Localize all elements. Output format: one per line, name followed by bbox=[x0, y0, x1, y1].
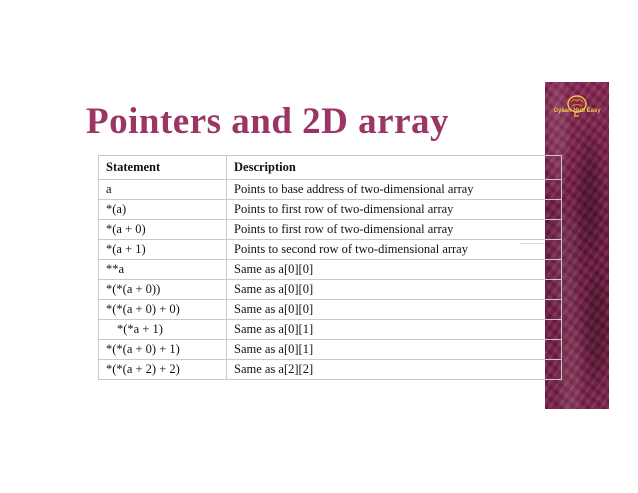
description-cell: Same as a[0][0] bbox=[227, 260, 562, 280]
pointer-table-container bbox=[98, 155, 561, 380]
logo-text: Gyaan Hub Easy bbox=[553, 108, 601, 114]
table-row bbox=[99, 180, 562, 200]
description-cell: Same as a[0][1] bbox=[227, 340, 562, 360]
description-cell: Points to first row of two-dimensional array bbox=[227, 200, 562, 220]
table-row bbox=[99, 280, 562, 300]
table-row bbox=[99, 220, 562, 240]
description-cell: Points to base address of two-dimensional array bbox=[227, 180, 562, 200]
pointer-table bbox=[98, 155, 562, 380]
brain-logo-icon bbox=[549, 92, 605, 122]
statement-cell: *(*(a + 0) + 1) bbox=[99, 340, 227, 360]
description-cell: Points to first row of two-dimensional array bbox=[227, 220, 562, 240]
slide-title: Pointers and 2D array bbox=[86, 101, 449, 142]
statement-cell: *(*(a + 0)) bbox=[99, 280, 227, 300]
description-cell: Same as a[0][0] bbox=[227, 300, 562, 320]
header-statement: Statement bbox=[99, 156, 227, 180]
statement-cell: *(*(a + 2) + 2) bbox=[99, 360, 227, 380]
statement-cell: *(a) bbox=[99, 200, 227, 220]
table-row bbox=[99, 260, 562, 280]
description-cell: Same as a[2][2] bbox=[227, 360, 562, 380]
description-cell: Points to second row of two-dimensional array bbox=[227, 240, 562, 260]
header-description: Description bbox=[227, 156, 562, 180]
table-row bbox=[99, 360, 562, 380]
description-cell: Same as a[0][1] bbox=[227, 320, 562, 340]
statement-cell: *(a + 0) bbox=[99, 220, 227, 240]
table-header-row bbox=[99, 156, 562, 180]
statement-cell: *(*(a + 0) + 0) bbox=[99, 300, 227, 320]
table-row bbox=[99, 340, 562, 360]
statement-cell: a bbox=[99, 180, 227, 200]
statement-cell: *(*a + 1) bbox=[99, 320, 227, 340]
statement-cell: *(a + 1) bbox=[99, 240, 227, 260]
table-row bbox=[99, 200, 562, 220]
statement-cell: **a bbox=[99, 260, 227, 280]
table-row bbox=[99, 240, 562, 260]
description-cell: Same as a[0][0] bbox=[227, 280, 562, 300]
table-row bbox=[99, 320, 562, 340]
table-row bbox=[99, 300, 562, 320]
